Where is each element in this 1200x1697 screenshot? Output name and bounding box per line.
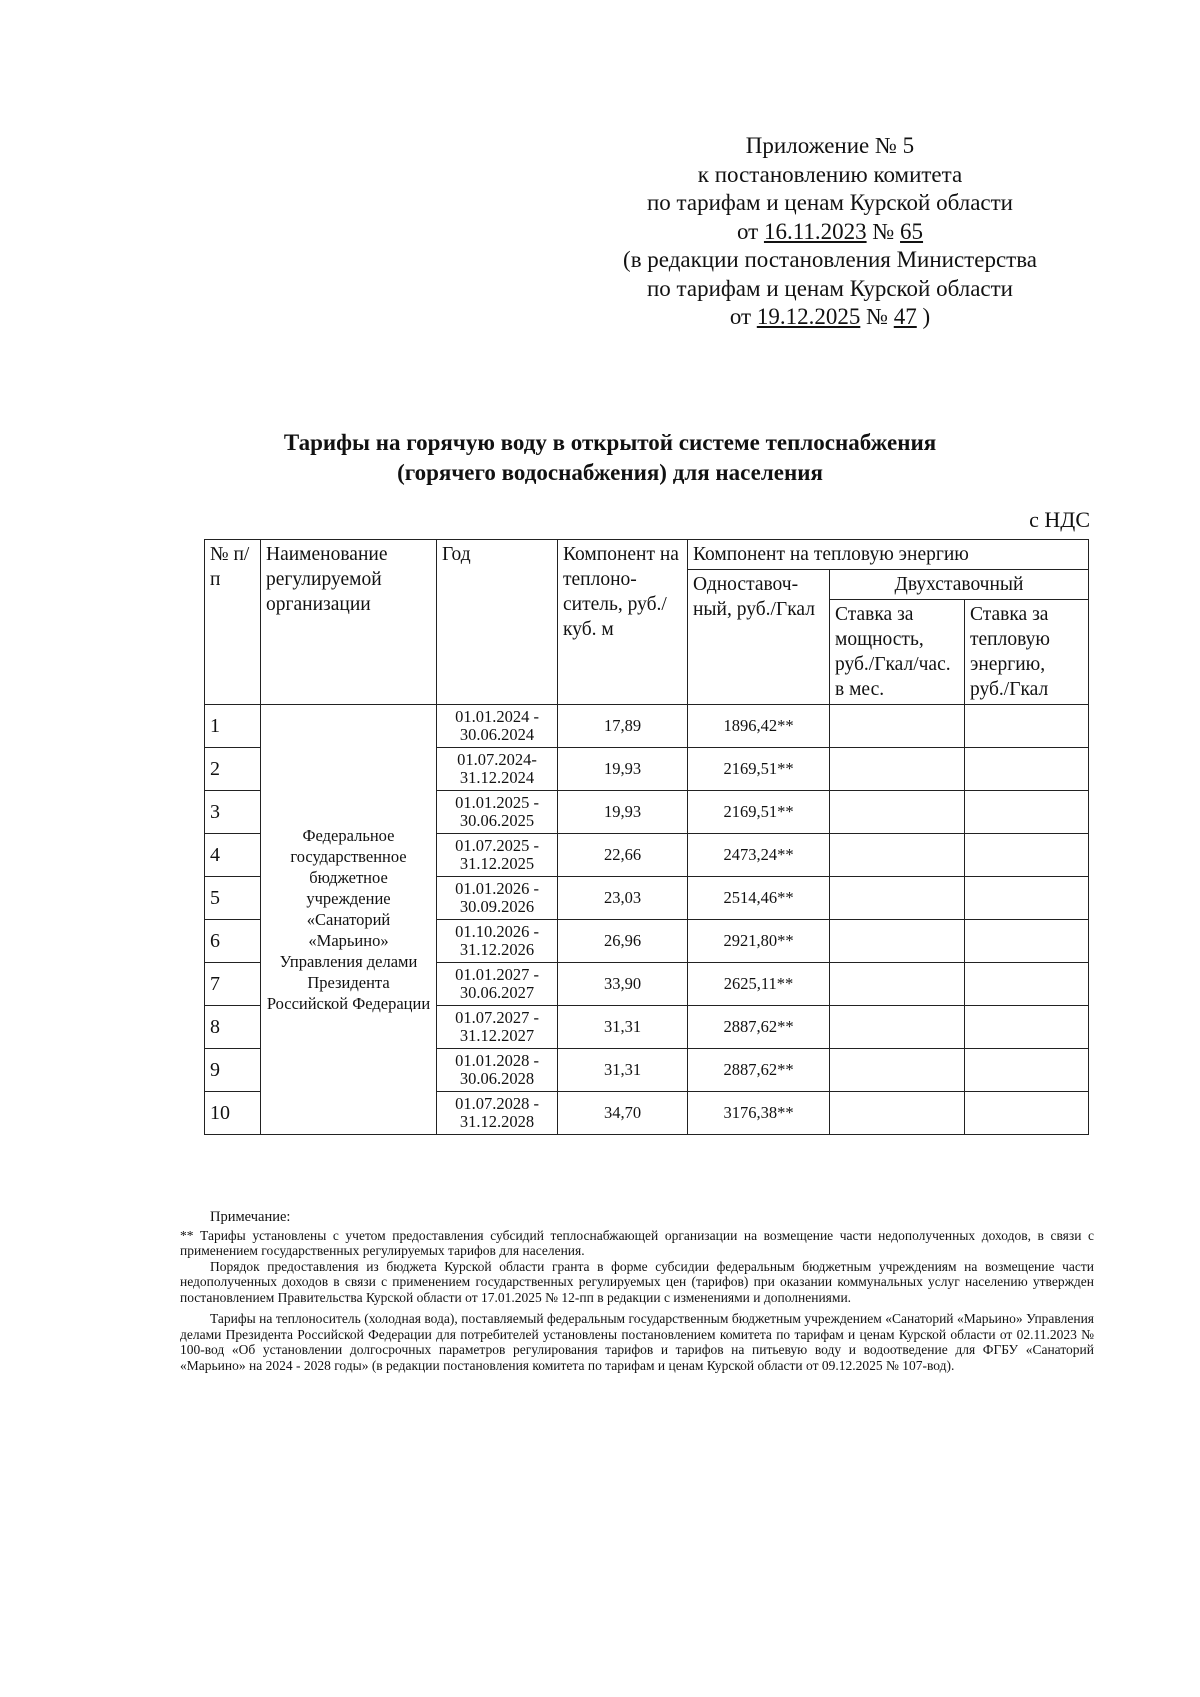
- date-prefix: от: [736, 218, 759, 244]
- row-number: 2: [205, 748, 261, 791]
- appendix-number: Приложение № 5: [745, 133, 915, 158]
- row-energy-rate-value: [965, 748, 1089, 791]
- row-power-rate-value: [830, 1049, 965, 1092]
- row-single-rate-value: 2887,62**: [688, 1006, 830, 1049]
- notes-section: [180, 1210, 1094, 1373]
- title-line-1: Тарифы на горячую воду в открытой системе теплоснабжения: [283, 430, 937, 455]
- row-number: 3: [205, 791, 261, 834]
- row-single-rate-value: 3176,38**: [688, 1092, 830, 1135]
- row-period: 01.01.2024 - 30.06.2024: [437, 705, 558, 748]
- resolution-number: 65: [900, 218, 924, 244]
- title-line-2: (горячего водоснабжения) для населения: [397, 460, 823, 485]
- row-carrier-value: 26,96: [558, 920, 688, 963]
- row-carrier-value: 23,03: [558, 877, 688, 920]
- number-sign: №: [872, 218, 895, 244]
- header-single-rate: Одноставоч-ный, руб./Гкал: [688, 570, 830, 705]
- row-single-rate-value: 2887,62**: [688, 1049, 830, 1092]
- appendix-ref-line: к постановлению комитета: [697, 161, 963, 187]
- header-num: № п/п: [205, 540, 261, 705]
- table-row: [205, 705, 1089, 748]
- row-single-rate-value: 2514,46**: [688, 877, 830, 920]
- row-number: 4: [205, 834, 261, 877]
- row-energy-rate-value: [965, 1006, 1089, 1049]
- row-power-rate-value: [830, 748, 965, 791]
- row-energy-rate-value: [965, 705, 1089, 748]
- row-single-rate-value: 2625,11**: [688, 963, 830, 1006]
- row-energy-rate-value: [965, 920, 1089, 963]
- row-power-rate-value: [830, 705, 965, 748]
- edition-close-paren: ): [922, 304, 931, 329]
- row-number: 1: [205, 705, 261, 748]
- resolution-date: 16.11.2023: [763, 218, 867, 244]
- row-energy-rate-value: [965, 963, 1089, 1006]
- row-power-rate-value: [830, 834, 965, 877]
- header-heat-component: Компонент на тепловую энергию: [688, 540, 1089, 570]
- row-single-rate-value: 2921,80**: [688, 920, 830, 963]
- row-period: 01.07.2027 - 31.12.2027: [437, 1006, 558, 1049]
- vat-note: с НДС: [1029, 507, 1090, 532]
- header-year: Год: [437, 540, 558, 705]
- row-energy-rate-value: [965, 791, 1089, 834]
- row-power-rate-value: [830, 1006, 965, 1049]
- row-period: 01.01.2025 - 30.06.2025: [437, 791, 558, 834]
- row-number: 6: [205, 920, 261, 963]
- row-power-rate-value: [830, 877, 965, 920]
- row-number: 9: [205, 1049, 261, 1092]
- edition-date-prefix: от: [729, 304, 752, 329]
- row-carrier-value: 17,89: [558, 705, 688, 748]
- row-period: 01.07.2025 - 31.12.2025: [437, 834, 558, 877]
- note-subsidy: ** Тарифы установлены с учетом предоставления субсидий теплоснабжающей организации на возмещение части недополученных доходов, в связи с применением государственных регулируемых тарифов для населения.: [180, 1227, 1094, 1258]
- row-number: 10: [205, 1092, 261, 1135]
- header-power-rate: Ставка за мощность, руб./Гкал/час. в мес.: [830, 600, 965, 705]
- row-energy-rate-value: [965, 1049, 1089, 1092]
- note-grant-procedure: Порядок предоставления из бюджета Курской области гранта в форме субсидии федеральным бюджетным учреждениям на возмещение части недополученных доходов в связи с применением государственных регулируемых цен (тарифов) при оказании коммунальных услуг населению утвержден постановлением Правительства Курской области от 17.01.2025 № 12-пп в редакции с изменениями и дополнениями.: [180, 1258, 1094, 1305]
- row-carrier-value: 19,93: [558, 791, 688, 834]
- row-period: 01.10.2026 - 31.12.2026: [437, 920, 558, 963]
- row-energy-rate-value: [965, 877, 1089, 920]
- row-carrier-value: 31,31: [558, 1006, 688, 1049]
- header-carrier-component: Компонент на теплоно-ситель, руб./куб. м: [558, 540, 688, 705]
- edition-number-sign: №: [866, 304, 889, 329]
- row-carrier-value: 34,70: [558, 1092, 688, 1135]
- header-org: Наименование регулируемой организации: [261, 540, 437, 705]
- row-period: 01.01.2027 - 30.06.2027: [437, 963, 558, 1006]
- row-carrier-value: 19,93: [558, 748, 688, 791]
- edition-number: 47: [893, 304, 917, 329]
- row-energy-rate-value: [965, 834, 1089, 877]
- note-carrier-tariffs: Тарифы на теплоноситель (холодная вода), поставляемый федеральным государственным бюджетным учреждением «Санаторий «Марьино» Управления делами Президента Российской Федерации для потребителей установлены постановлением комитета по тарифам и ценам Курской области от 02.11.2023 № 100-вод «Об установлении долгосрочных параметров регулирования тарифов и тарифов на питьевую воду и водоотведение для ФГБУ «Санаторий «Марьино» на 2024 - 2028 годы» (в редакции постановления комитета по тарифам и ценам Курской области от 09.12.2025 № 107-вод).: [180, 1311, 1094, 1373]
- row-energy-rate-value: [965, 1092, 1089, 1135]
- header-energy-rate: Ставка за тепловую энергию, руб./Гкал: [965, 600, 1089, 705]
- organization-name: Федеральное государственное бюджетное учреждение «Санаторий «Марьино» Управления делами Президента Российской Федерации: [261, 705, 437, 1135]
- appendix-edition-date-line: [570, 303, 1090, 332]
- row-period: 01.01.2028 - 30.06.2028: [437, 1049, 558, 1092]
- row-period: 01.07.2024- 31.12.2024: [437, 748, 558, 791]
- row-number: 8: [205, 1006, 261, 1049]
- appendix-committee-line: по тарифам и ценам Курской области: [647, 190, 1013, 215]
- notes-heading: Примечание:: [210, 1209, 291, 1225]
- row-carrier-value: 22,66: [558, 834, 688, 877]
- row-carrier-value: 31,31: [558, 1049, 688, 1092]
- row-period: 01.07.2028 - 31.12.2028: [437, 1092, 558, 1135]
- appendix-header: [570, 132, 1090, 332]
- row-power-rate-value: [830, 920, 965, 963]
- edition-date: 19.12.2025: [756, 304, 861, 329]
- header-double-rate: Двухставочный: [830, 570, 1089, 600]
- row-single-rate-value: 2169,51**: [688, 748, 830, 791]
- row-number: 7: [205, 963, 261, 1006]
- row-single-rate-value: 1896,42**: [688, 705, 830, 748]
- row-power-rate-value: [830, 1092, 965, 1135]
- tariff-table: [204, 539, 1089, 1135]
- row-carrier-value: 33,90: [558, 963, 688, 1006]
- appendix-edition-line: (в редакции постановления Министерства: [623, 247, 1037, 272]
- row-period: 01.01.2026 - 30.09.2026: [437, 877, 558, 920]
- appendix-ministry-line: по тарифам и ценам Курской области: [647, 275, 1013, 301]
- document-title: [180, 428, 1040, 488]
- row-power-rate-value: [830, 963, 965, 1006]
- row-single-rate-value: 2169,51**: [688, 791, 830, 834]
- row-single-rate-value: 2473,24**: [688, 834, 830, 877]
- row-number: 5: [205, 877, 261, 920]
- appendix-date-line: [570, 218, 1090, 247]
- row-power-rate-value: [830, 791, 965, 834]
